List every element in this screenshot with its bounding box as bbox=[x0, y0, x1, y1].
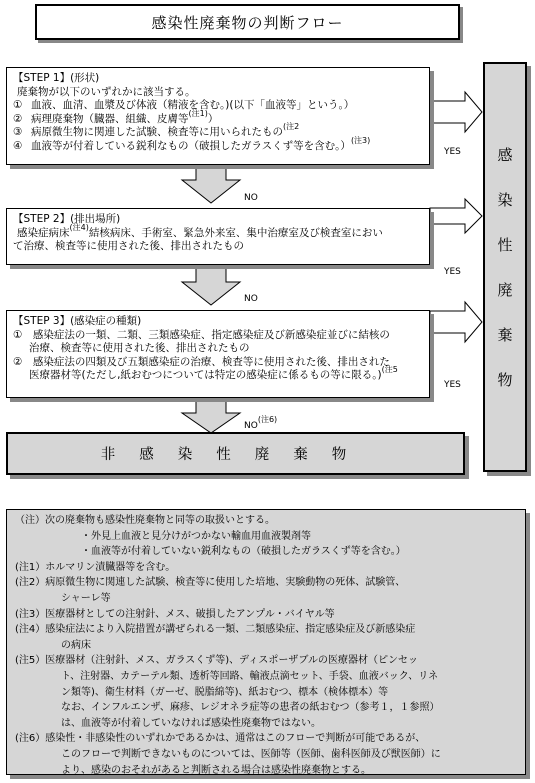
step3-no-label: $NO^{(注6)}$ bbox=[244, 415, 278, 431]
step1-header: 【STEP 1】(形状) bbox=[13, 72, 100, 84]
step2-no-label: NO bbox=[244, 294, 258, 304]
page-title: 感染性廃棄物の判断フロー bbox=[35, 4, 460, 40]
note-4: (注4）感染症法により入院措置が講ぜられる一類、二類感染症、指定感染症及び新感染症 bbox=[15, 624, 416, 636]
step3-box bbox=[6, 310, 430, 398]
arrow-step2-yes bbox=[430, 199, 482, 233]
note-intro: （注）次の廃棄物も感染性廃棄物と同等の取扱いとする。 bbox=[15, 515, 275, 526]
note-5-cont-2: ン類等)、衛生材料（ガーゼ、脱脂綿等)、紙おむつ、標本（検体標本）等 bbox=[61, 686, 389, 698]
step1-item-1: ① 血液、血清、血漿及び体液（精液を含む。)(以下「血液等」という。） bbox=[13, 99, 355, 111]
step3-line3: ② 感染症法の四類及び五類感染症の治療、検査等に使用された後、排出された bbox=[13, 355, 390, 368]
note-2-cont: シャーレ等 bbox=[61, 592, 111, 604]
note-3: (注3）医療器材としての注射針、メス、破損したアンプル・バイヤル等 bbox=[15, 608, 335, 620]
step2-line2: て治療、検査等に使用された後、排出されたもの bbox=[13, 240, 244, 252]
step1-yes-label: YES bbox=[444, 147, 461, 157]
arrow-step1-to-step2 bbox=[182, 165, 240, 203]
note-6-cont-1: このフローで判断できないものについては、医師等（医師、歯科医師及び獣医師）に bbox=[61, 748, 441, 760]
arrow-step1-yes bbox=[430, 92, 482, 132]
note-bullet-2: ・血液等が付着していない鋭利なもの（破損したガラスくず等を含む。） bbox=[81, 546, 406, 558]
note-6-cont-2: より、感染のおそれがあると判断される場合は感染性廃棄物とする。 bbox=[61, 764, 371, 776]
step3-line4: 医療器材等(ただし,紙おむつについては特定の感染症に係るもの等に限る。)$^{(注5}$ bbox=[29, 365, 398, 381]
arrow-step3-yes bbox=[430, 302, 482, 342]
step2-header: 【STEP 2】(排出場所) bbox=[13, 213, 121, 225]
note-1: (注1）ホルマリン漬臓器等を含む。 bbox=[15, 561, 176, 573]
infectious-waste-box: 感 染 性 廃 棄 物 bbox=[483, 62, 527, 472]
non-infectious-waste-box: 非感染性廃棄物 bbox=[6, 432, 465, 475]
note-5-cont-3: なお、インフルエンザ、麻疹、レジオネラ症等の患者の紙おむつ（参考１，１参照） bbox=[61, 702, 440, 714]
arrow-step3-to-noninfect bbox=[182, 398, 240, 433]
note-5: (注5）医療器材（注射針、メス、ガラスくず等)、ディスポーザブルの医療器材（ピンセッ bbox=[15, 655, 418, 667]
note-6: (注6）感染性・非感染性のいずれかであるかは、通常はこのフローで判断が可能であるが、 bbox=[15, 733, 426, 745]
note-5-cont-1: ト、注射器、カテーテル類、透析等回路、輸液点滴セット、手袋、血液バック、リネ bbox=[61, 670, 439, 682]
note-5-cont-4: は、血液等が付着していなければ感染性廃棄物ではない。 bbox=[61, 717, 321, 729]
step1-box bbox=[6, 67, 430, 165]
step3-line2: 治療、検査等に使用された後、排出されたもの bbox=[29, 342, 250, 354]
step3-header: 【STEP 3】(感染症の種類) bbox=[13, 315, 142, 327]
note-bullet-1: ・外見上血液と見分けがつかない輸血用血液製剤等 bbox=[81, 530, 311, 542]
step1-item-2: ② 病理廃棄物（臓器、組織、皮膚等$^{(注1)}$） bbox=[13, 108, 219, 125]
step3-yes-label: YES bbox=[444, 380, 461, 390]
step2-yes-label: YES bbox=[444, 267, 461, 277]
notes-box bbox=[6, 509, 526, 775]
note-4-cont: の病床 bbox=[61, 639, 91, 651]
arrow-step2-to-step3 bbox=[182, 265, 240, 305]
step1-no-label: NO bbox=[244, 193, 258, 203]
step3-line1: ① 感染症法の一類、二類、三類感染症、指定感染症及び新感染症並びに結核の bbox=[13, 328, 390, 341]
step1-intro: 廃棄物が以下のいずれかに該当する。 bbox=[17, 85, 196, 98]
step2-line1: 感染症病床$^{(注4)}$結核病床、手術室、緊急外来室、集中治療室及び検査室におい bbox=[17, 222, 383, 239]
note-2: (注2）病原微生物に関連した試験、検査等に使用した培地、実験動物の死体、試験管、 bbox=[15, 577, 406, 589]
step1-item-3: ③ 病原微生物に関連した試験、検査等に用いられたもの$^{(注2}$ bbox=[13, 122, 300, 138]
step2-box bbox=[6, 208, 430, 265]
step1-item-4: ④ 血液等が付着している鋭利なもの（破損したガラスくず等を含む。）$^{(注3)}$ bbox=[13, 135, 371, 152]
